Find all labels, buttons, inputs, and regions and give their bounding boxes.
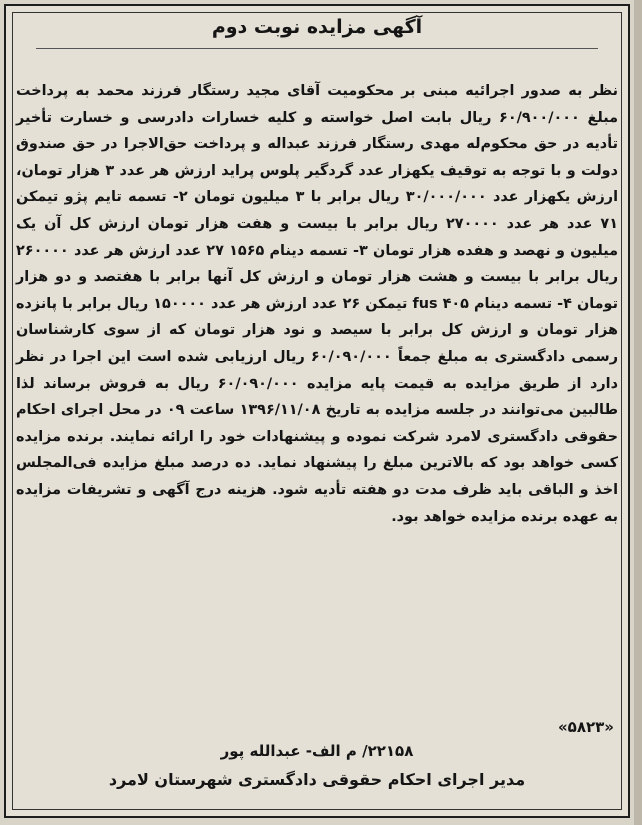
notice-body: نظر به صدور اجرائیه مبنی بر محکومیت آقای مجید رستگار فرزند محمد به پرداخت مبلغ ۶۰/۹۰۰/۰۰۰ ریال بابت اصل خواسته و کلیه خسارات دادرسی و خسارت تأخیر تأدیه در حق محکوم‌له مهدی رستگار فرزند عبداله و پرداخت حق‌الاجرا در حق صندوق دولت و با توجه به توقیف یکهزار عدد گردگیر پلوس پراید ارزش هر عدد ۳ هزار تومان، ارزش یکهزار عدد ۳۰/۰۰۰/۰۰۰ ریال برابر با ۳ میلیون تومان ۲- تسمه تایم پژو تیمکن ۷۱ عدد هر عدد ۲۷۰۰۰۰ ریال برابر با بیست و هفت هزار تومان ارزش کل آن یک میلیون و نهصد و هفده هزار تومان ۳- تسمه دینام ۱۵۶۵ ۲۷ عدد ارزش هر عدد ۲۶۰۰۰۰ ریال برابر با بیست و هشت هزار تومان و ارزش کل آنها برابر با هفتصد و دو هزار تومان ۴- تسمه دینام fus ۴۰۵ تیمکن ۲۶ عدد ارزش هر عدد ۱۵۰۰۰۰ ریال برابر با پانزده هزار تومان و ارزش کل برابر با سیصد و نود هزار تومان که از سوی کارشناسان رسمی دادگستری به مبلغ جمعاً ۶۰/۰۹۰/۰۰۰ ریال ارزیابی شده است این اجرا در نظر دارد از طریق مزایده به قیمت پایه مزایده ۶۰/۰۹۰/۰۰۰ ریال به فروش برساند لذا طالبین می‌توانند در جلسه مزایده به تاریخ ۱۳۹۶/۱۱/۰۸ ساعت ۰۹ در محل اجرای احکام حقوقی دادگستری لامرد شرکت نموده و پیشنهادات خود را ارائه نمایند. برنده مزایده کسی خواهد بود که بالاترین مبلغ را پیشنهاد نماید. ده درصد مبلغ مزایده فی‌المجلس اخذ و الباقی باید ظرف مدت دو هفته تأدیه شود. هزینه درج آگهی و تشریفات مزایده به عهده برنده مزایده خواهد بود. — [16, 83, 619, 525]
notice-title: آگهی مزایده نوبت دوم — [211, 16, 423, 38]
notice-frame — [4, 4, 630, 818]
signature-line: ۲۲۱۵۸/ م الف- عبدالله پور — [220, 742, 414, 760]
notice-code: «۵۸۲۳» — [557, 718, 614, 736]
title-divider — [36, 48, 598, 49]
page-edge — [634, 0, 642, 825]
signature-title: مدیر اجرای احکام حقوقی دادگستری شهرستان لامرد — [108, 770, 526, 789]
